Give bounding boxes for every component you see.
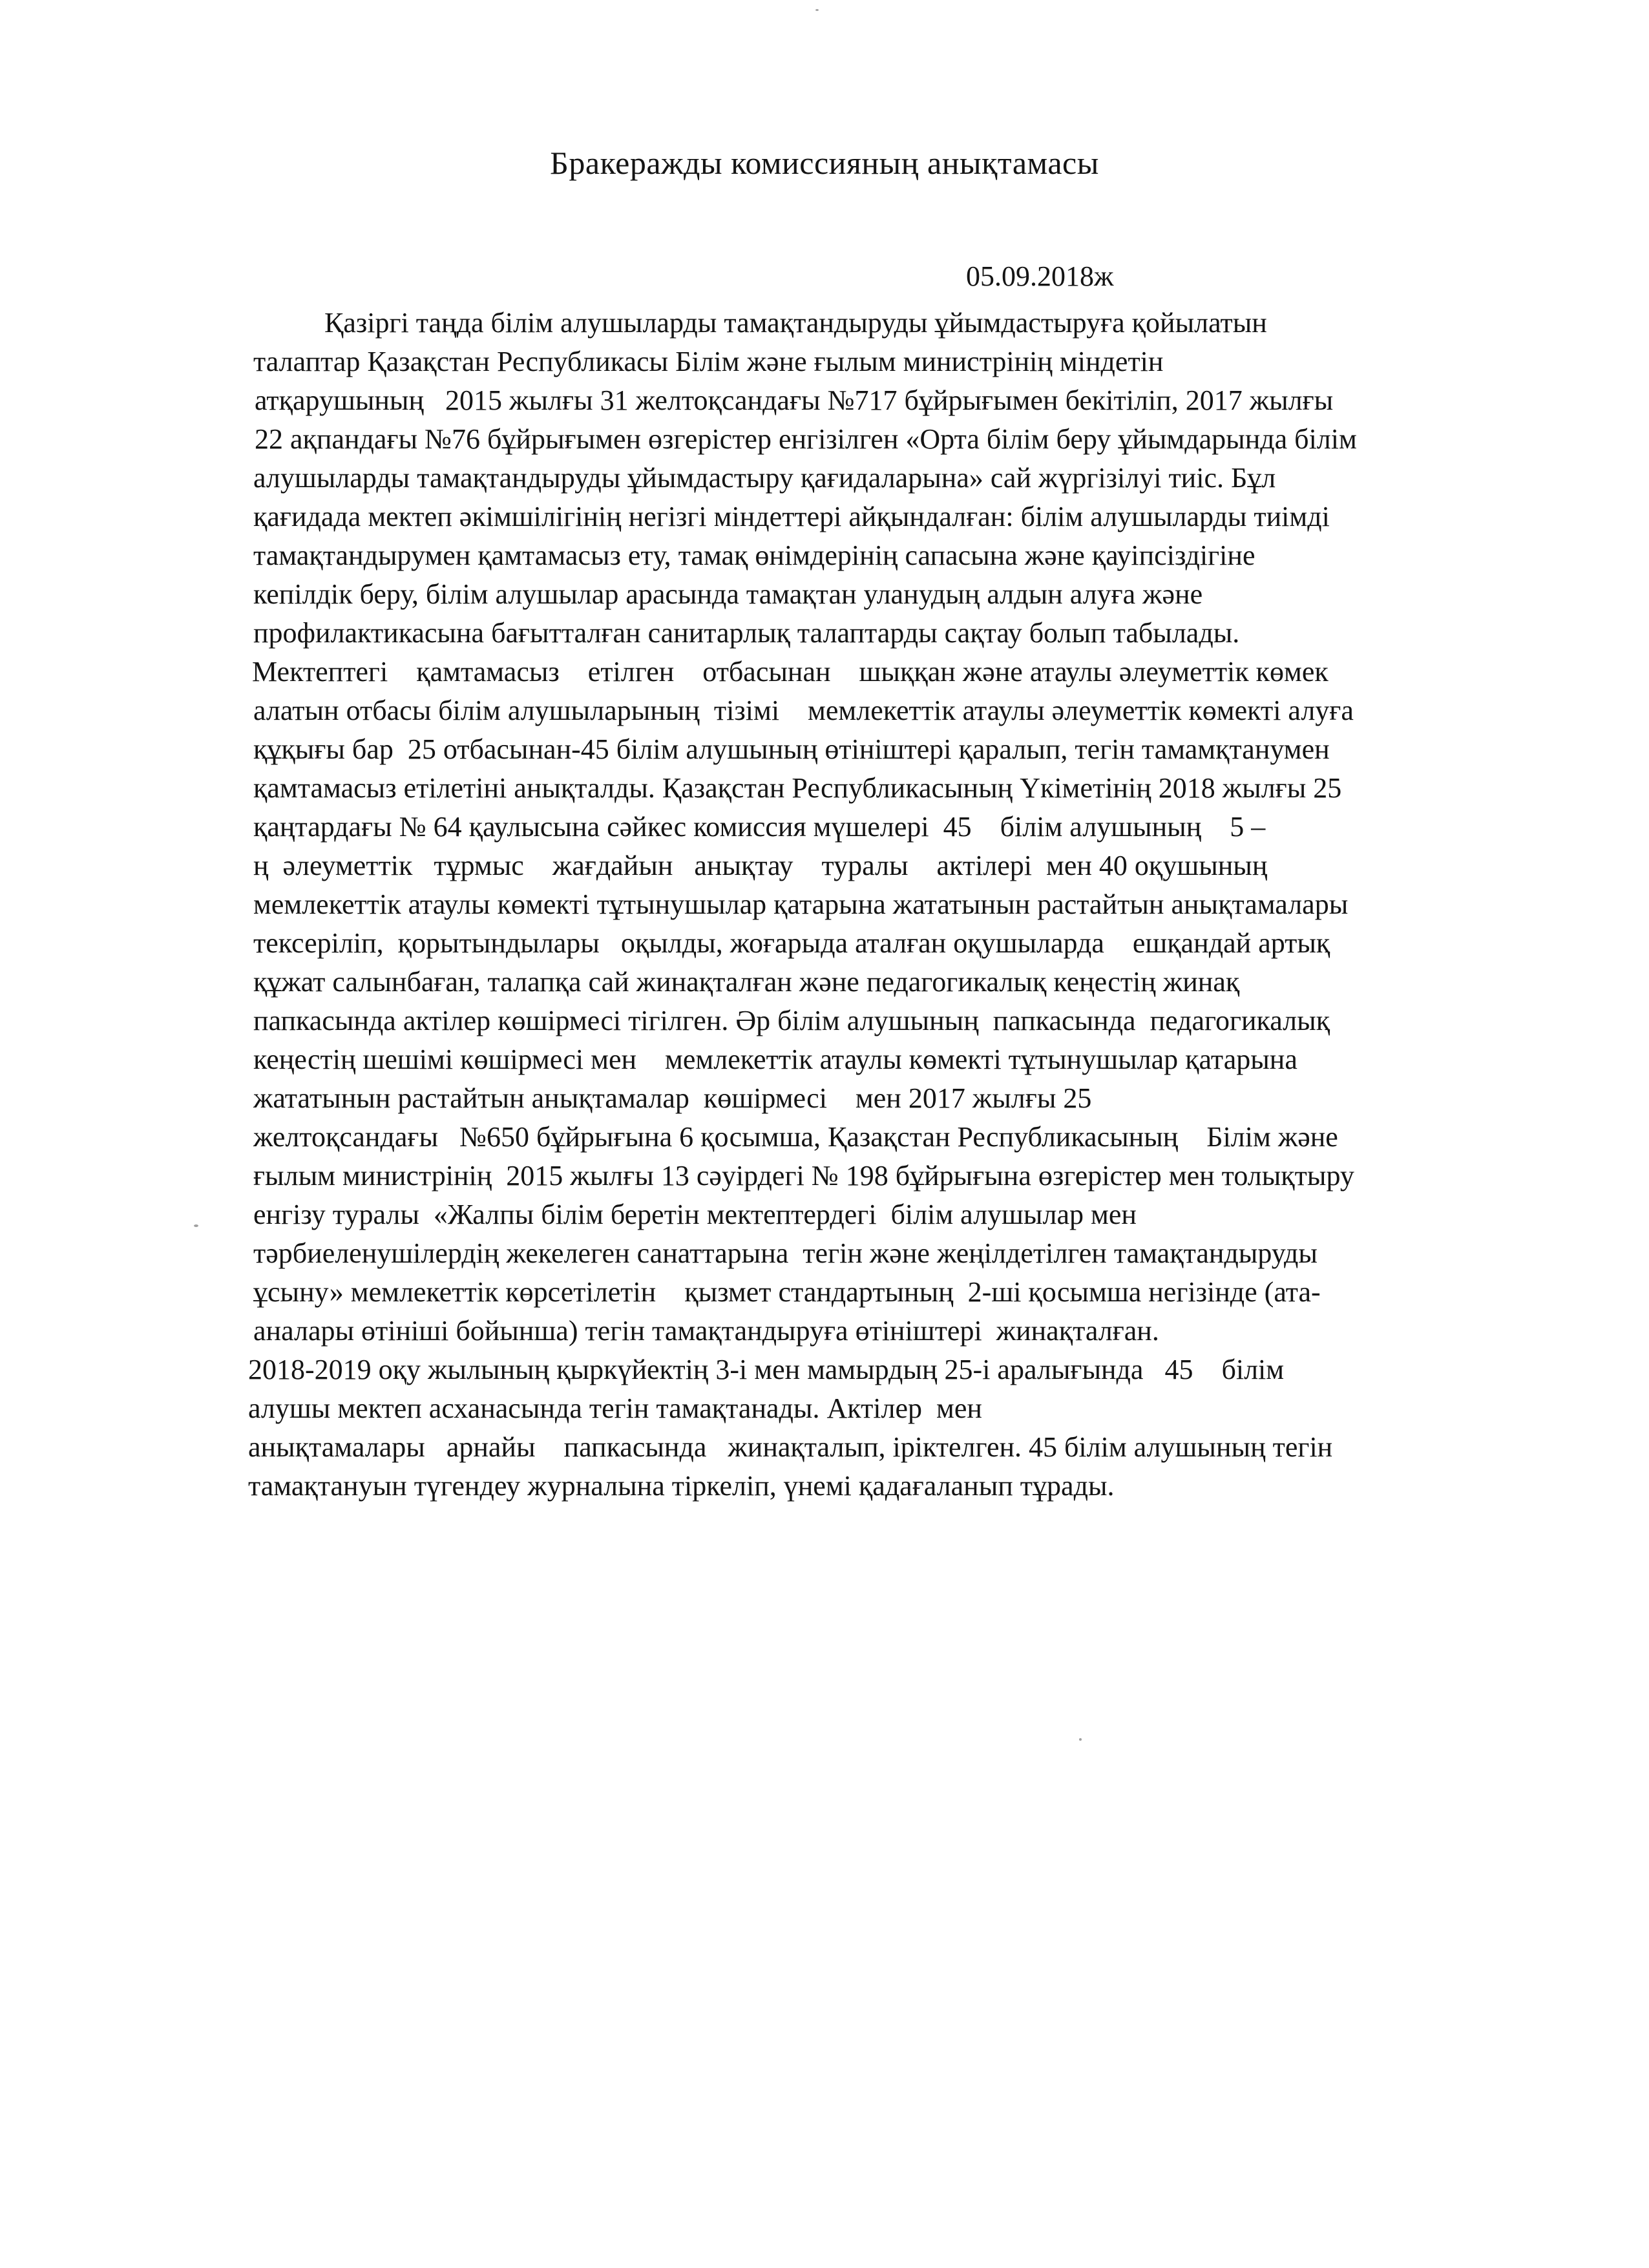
body-line: ғылым министрінің 2015 жылғы 13 сәуірдегі № 198 бұйрығына өзгерістер мен толықтыру — [253, 1160, 1354, 1192]
scan-speck — [1079, 1738, 1082, 1741]
body-line: аналары өтініші бойынша) тегін тамақтандыруға өтініштері жинақталған. — [253, 1315, 1159, 1347]
body-line: тәрбиеленушілердің жекелеген санаттарына тегін және жеңілдетілген тамақтандыруды — [253, 1237, 1318, 1269]
body-line: талаптар Қазақстан Республикасы Білім және ғылым министрінің міндетін — [253, 346, 1164, 377]
document-date: 05.09.2018ж — [966, 260, 1114, 292]
body-line: тамақтануын түгендеу журналына тіркеліп, үнемі қадағаланып тұрады. — [248, 1470, 1115, 1502]
body-line: Мектептегі қамтамасыз етілген отбасынан шыққан және атаулы әлеуметтік көмек — [252, 656, 1329, 688]
body-line: мемлекеттік атаулы көмекті тұтынушылар қатарына жататынын растайтын анықтамалары — [253, 888, 1349, 920]
body-line: папкасында актілер көшірмесі тігілген. Әр білім алушының папкасында педагогикалық — [253, 1005, 1330, 1036]
body-line: 22 ақпандағы №76 бұйрығымен өзгерістер енгізілген «Орта білім беру ұйымдарында білім — [255, 423, 1357, 455]
document-body — [248, 304, 1546, 1506]
body-line: ң әлеуметтік тұрмыс жағдайын анықтау туралы актілері мен 40 оқушының — [253, 850, 1268, 881]
body-line: құжат салынбаған, талапқа сай жинақталған және педагогикалық кеңестің жинақ — [253, 966, 1240, 998]
body-line: алушы мектеп асханасында тегін тамақтанады. Актілер мен — [248, 1392, 982, 1424]
body-line: тексеріліп, қорытындылары оқылды, жоғарыда аталған оқушыларда ешқандай артық — [253, 927, 1330, 959]
body-line: қаңтардағы № 64 қаулысына сәйкес комиссия мүшелері 45 білім алушының 5 – — [253, 811, 1266, 843]
body-line: 2018-2019 оқу жылының қыркүйектің 3-і мен мамырдың 25-і аралығында 45 білім — [248, 1354, 1285, 1385]
body-line: анықтамалары арнайы папкасында жинақталып, іріктелген. 45 білім алушының тегін — [248, 1431, 1333, 1463]
body-line: құқығы бар 25 отбасынан-45 білім алушының өтініштері қаралып, тегін тамамқтанумен — [253, 733, 1330, 765]
body-line: алушыларды тамақтандыруды ұйымдастыру қағидаларына» сай жүргізілуі тиіс. Бұл — [253, 462, 1276, 494]
body-line: Қазіргі таңда білім алушыларды тамақтандыруды ұйымдастыруға қойылатын — [324, 307, 1267, 339]
scan-speck — [194, 1224, 198, 1227]
body-line: қамтамасыз етілетіні анықталды. Қазақстан Республикасының Үкіметінің 2018 жылғы 25 — [253, 772, 1342, 804]
document-title: Бракеражды комиссияның анықтамасы — [550, 145, 1099, 181]
body-line: профилактикасына бағытталған санитарлық талаптарды сақтау болып табылады. — [253, 617, 1240, 649]
body-line: ұсыну» мемлекеттік көрсетілетін қызмет стандартының 2-ші қосымша негізінде (ата- — [253, 1276, 1321, 1308]
body-line: тамақтандырумен қамтамасыз ету, тамақ өнімдерінің сапасына және қауіпсіздігіне — [253, 540, 1255, 571]
body-line: алатын отбасы білім алушыларының тізімі мемлекеттік атаулы әлеуметтік көмекті алуға — [253, 695, 1354, 726]
body-line: енгізу туралы «Жалпы білім беретін мектептердегі білім алушылар мен — [253, 1199, 1137, 1230]
body-line: желтоқсандағы №650 бұйрығына 6 қосымша, Қазақстан Республикасының Білім және — [253, 1121, 1338, 1153]
body-line: кепілдік беру, білім алушылар арасында тамақтан уланудың алдын алуға және — [253, 578, 1203, 610]
scan-speck — [815, 9, 819, 11]
body-line: кеңестің шешімі көшірмесі мен мемлекеттік атаулы көмекті тұтынушылар қатарына — [253, 1044, 1297, 1075]
body-line: жататынын растайтын анықтамалар көшірмесі мен 2017 жылғы 25 — [253, 1082, 1092, 1114]
body-line: атқарушының 2015 жылғы 31 желтоқсандағы №717 бұйрығымен бекітіліп, 2017 жылғы — [255, 384, 1334, 416]
body-line: қағидада мектеп әкімшілігінің негізгі міндеттері айқындалған: білім алушыларды тиімді — [253, 501, 1330, 532]
